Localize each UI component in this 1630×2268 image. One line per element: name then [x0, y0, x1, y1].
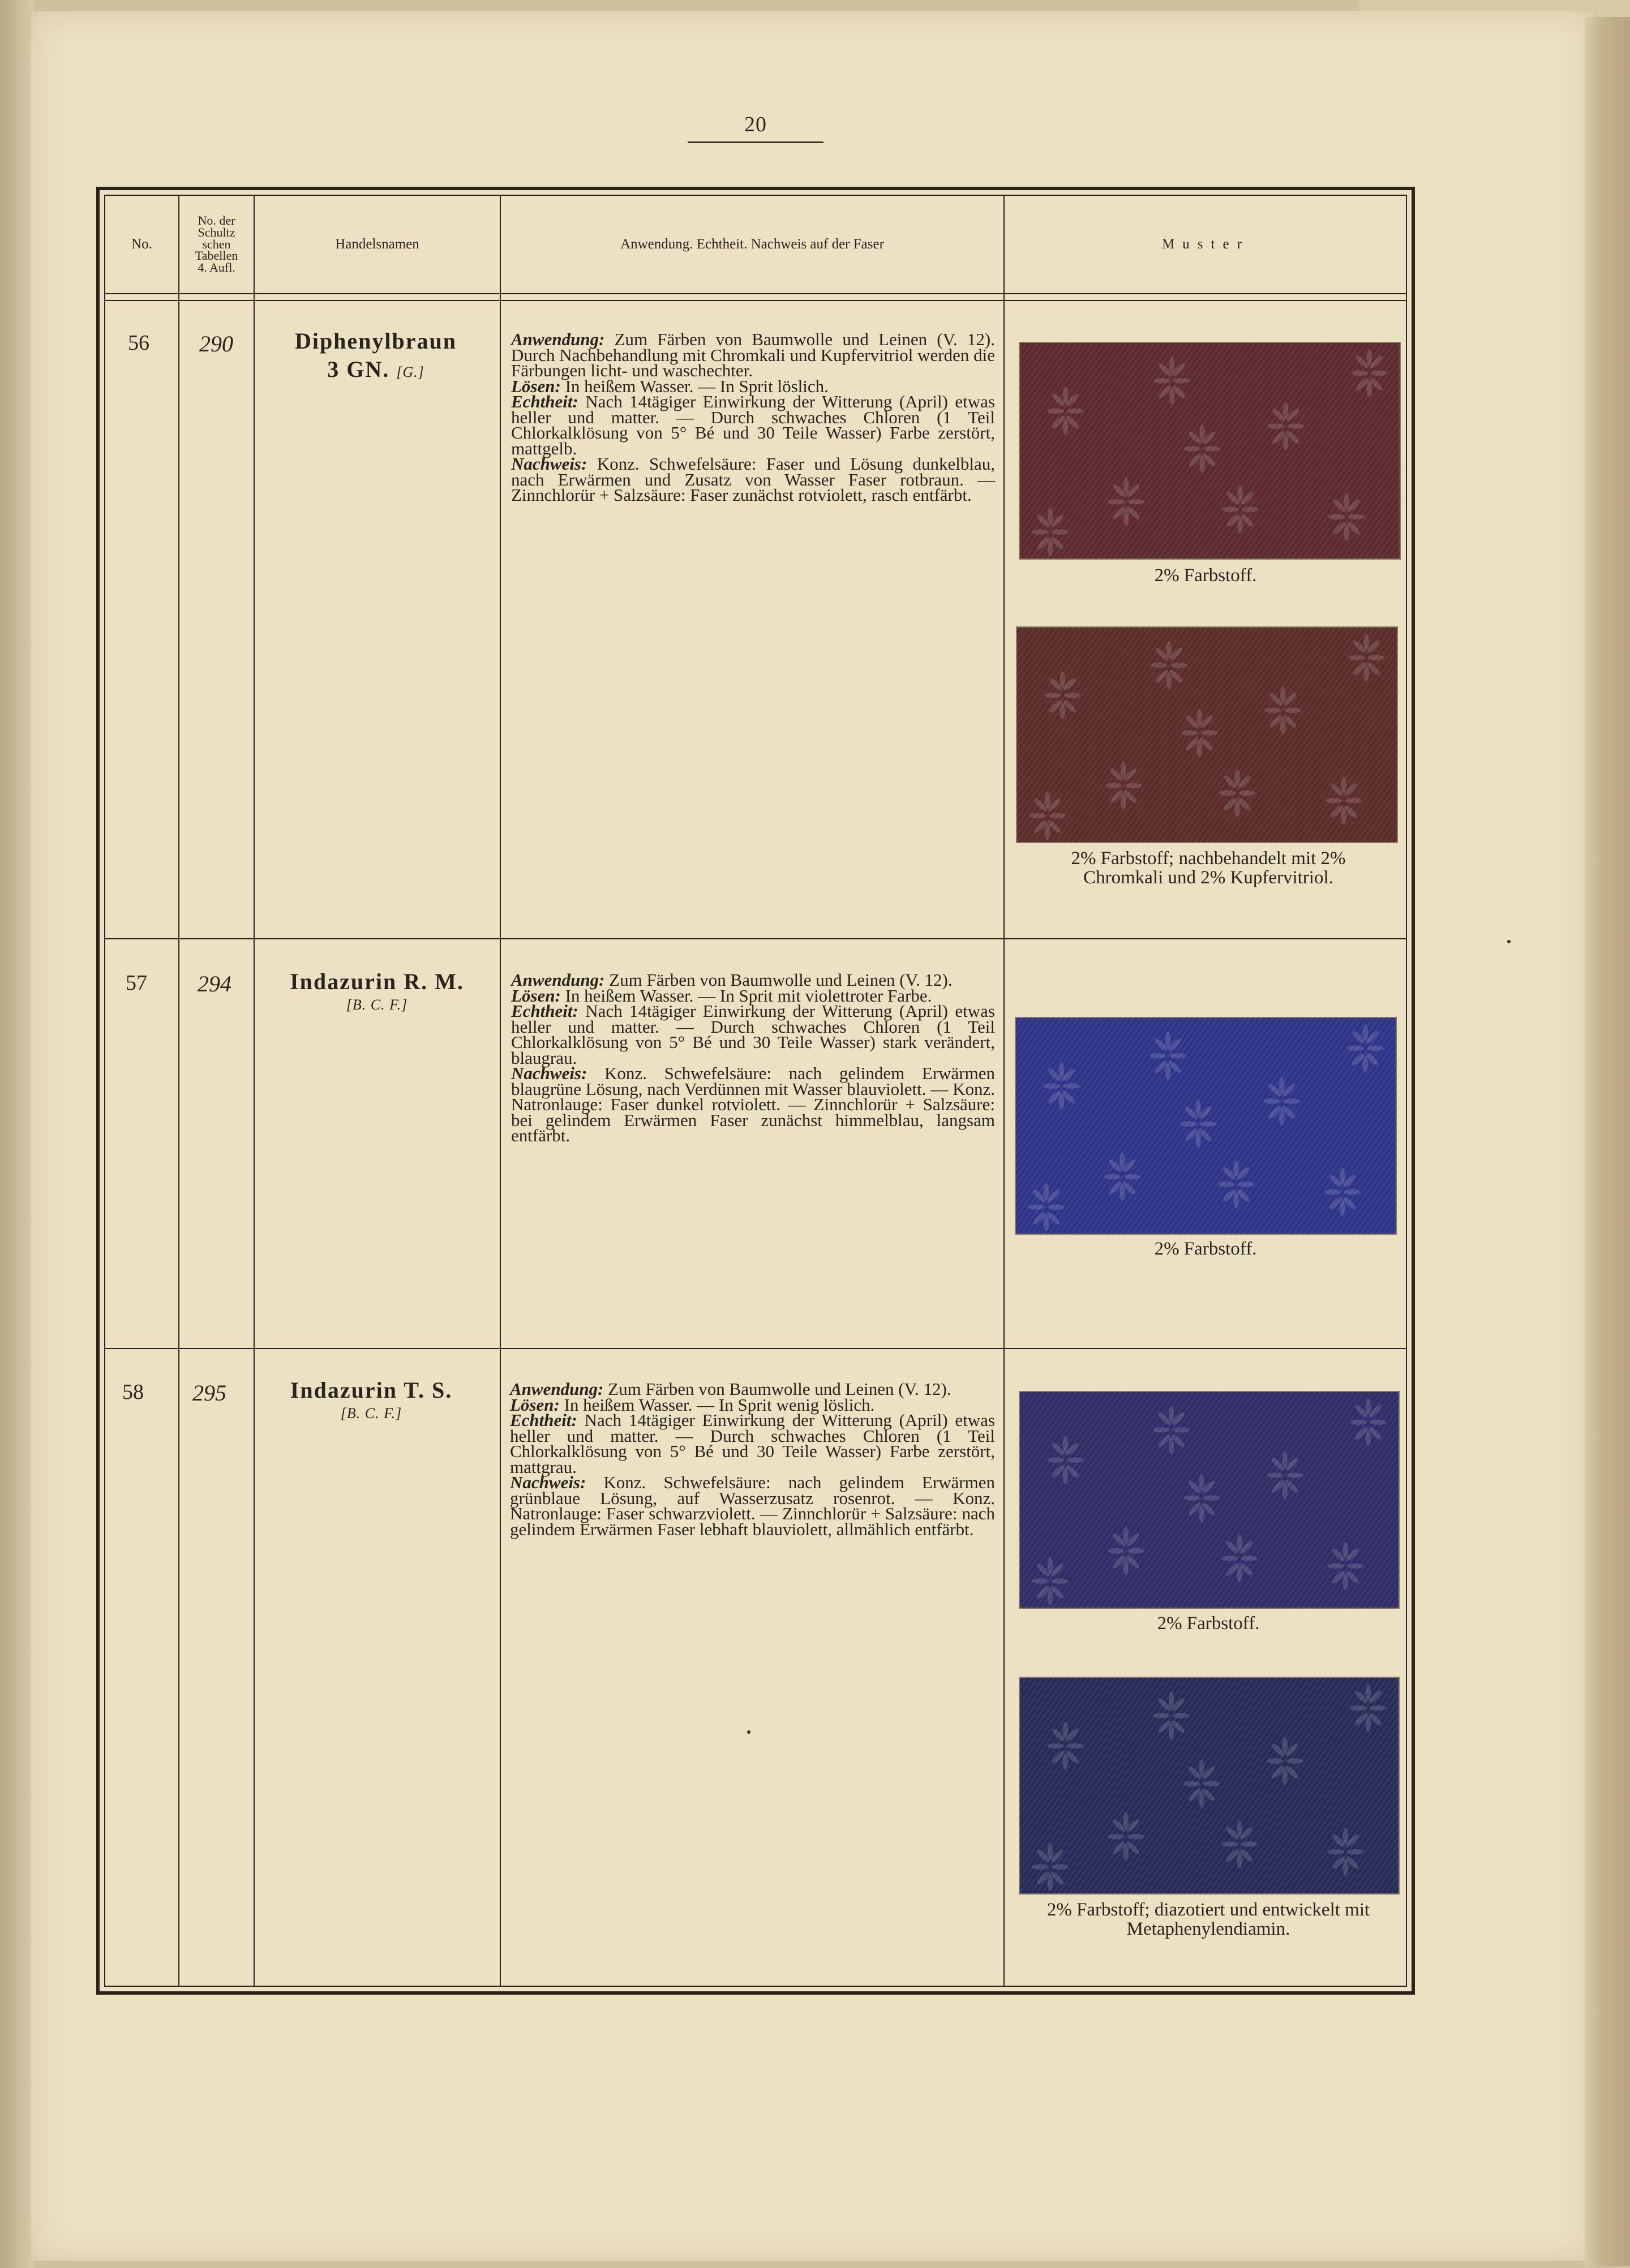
desc-paragraph [511, 1063, 995, 1145]
header-no: No. [131, 236, 152, 252]
desc-paragraph [511, 394, 995, 456]
column-rule [254, 195, 255, 1987]
sample-caption: 2% Farbstoff. [1154, 565, 1257, 586]
manufacturer: [B. C. F.] [346, 996, 408, 1013]
trade-name-line: 3 GN. [327, 356, 390, 382]
page-number: 20 [744, 113, 767, 136]
desc-paragraph [511, 329, 995, 380]
header-samples: Muster [1162, 236, 1250, 252]
trade-name [247, 1376, 496, 1423]
desc-label: Anwendung: [510, 1379, 604, 1399]
desc-label: Anwendung: [511, 970, 605, 990]
desc-text: Nach 14tägiger Einwirkung der Witterung (April) etwas heller und matter. — Durch schwaches Chloren (1 Teil Chlorkalklösung von 5° Bé und 30 Teile Wasser) stark verändert, blaugrau. [511, 1001, 995, 1068]
fabric-sample [1019, 1677, 1400, 1895]
desc-label: Nachweis: [511, 1063, 587, 1083]
desc-label: Echtheit: [511, 392, 578, 411]
header-rule [104, 300, 1407, 301]
header-rule [104, 293, 1407, 294]
desc-label: Nachweis: [511, 454, 587, 474]
desc-text: In heißem Wasser. — In Sprit mit violettroter Farbe. [560, 985, 932, 1006]
desc-label: Lösen: [511, 985, 561, 1006]
trade-name-line: Indazurin T. S. [290, 1377, 453, 1403]
desc-label: Lösen: [510, 1394, 560, 1415]
trade-name-line: Diphenylbraun [294, 328, 457, 354]
desc-text: Zum Färben von Baumwolle und Leinen (V. 12). [603, 1379, 951, 1399]
fabric-sample [1019, 1391, 1400, 1609]
description [510, 1381, 995, 1537]
description [511, 972, 995, 1144]
column-rule [1003, 195, 1005, 1987]
header-trade-names: Handelsnamen [335, 236, 419, 252]
header-schultz-line: 4. Aufl. [198, 260, 235, 275]
desc-text: Konz. Schwefelsäure: nach gelindem Erwärmen blaugrüne Lösung, nach Verdünnen mit Wasser blauviolett. — Konz. Natronlauge: Faser dunkel rotviolett. — Zinnchlorür + Salzsäure: bei gelindem Erwärmen Faser zunächst himmelblau, langsam entfärbt. [511, 1063, 995, 1145]
schultz-number: 294 [198, 971, 231, 996]
desc-label: Echtheit: [510, 1410, 577, 1430]
fabric-sample [1015, 1017, 1397, 1235]
header-schultz-line: No. der [198, 213, 235, 227]
desc-label: Lösen: [511, 376, 561, 396]
sample-caption: 2% Farbstoff. [1157, 1613, 1260, 1634]
row-rule [104, 1348, 1407, 1349]
schultz-number: 290 [199, 331, 233, 356]
desc-text: Konz. Schwefelsäure: Faser und Lösung dunkelblau, nach Erwärmen und Zusatz von Wasser Faser rotbraun. — Zinnchlorür + Salzsäure: Faser zunächst rotviolett, rasch entfärbt. [511, 454, 995, 505]
desc-text: Zum Färben von Baumwolle und Leinen (V. 12). Durch Nachbehandlung mit Chromkali und Kupfervitriol werden die Färbungen licht- und waschechter. [511, 329, 995, 380]
page-number-rule [688, 141, 823, 143]
sample-caption: 2% Farbstoff; nachbehandelt mit 2% Chromkali und 2% Kupfervitriol. [1071, 848, 1346, 888]
desc-text: In heißem Wasser. — In Sprit wenig löslich. [559, 1394, 875, 1415]
manufacturer: [G.] [396, 364, 424, 380]
desc-text: In heißem Wasser. — In Sprit löslich. [560, 376, 829, 396]
trade-name-line: Indazurin R. M. [290, 969, 464, 994]
trade-name [251, 327, 500, 384]
left-page-edge [0, 0, 34, 2268]
trade-name-line-2 [251, 355, 500, 384]
header-schultz [179, 196, 254, 293]
description [511, 329, 995, 505]
ink-dot [747, 1730, 750, 1734]
trade-name [252, 968, 501, 1015]
desc-text: Zum Färben von Baumwolle und Leinen (V. 12). [604, 970, 953, 990]
header-schultz-line: schen [202, 237, 231, 251]
desc-paragraph [511, 1003, 995, 1066]
sample-caption: 2% Farbstoff; diazotiert und entwickelt mit Metaphenylendiamin. [1046, 1900, 1370, 1939]
fabric-sample [1019, 342, 1401, 560]
sample-caption: 2% Farbstoff. [1154, 1239, 1257, 1259]
desc-paragraph [510, 1412, 995, 1475]
desc-text: Nach 14tägiger Einwirkung der Witterung (April) etwas heller und matter. — Durch schwaches Chloren (1 Teil Chlorkalklösung von 5° Bé und 30 Teile Wasser) Farbe zerstört, mattgrau. [510, 1410, 995, 1477]
entry-number: 56 [128, 331, 149, 355]
header-schultz-line: Schultz [198, 225, 235, 239]
desc-label: Nachweis: [510, 1472, 586, 1492]
fabric-sample [1016, 626, 1398, 843]
desc-text: Konz. Schwefelsäure: nach gelindem Erwärmen grünblaue Lösung, auf Wasserzusatz rosenrot. — Konz. Natronlauge: Faser schwarzviolett. — Zinnchlorür + Salzsäure: nach gelindem Erwärmen Faser lebhaft blauviolett, allmählich entfärbt. [510, 1472, 995, 1539]
header-schultz-line: Tabellen [195, 248, 238, 263]
row-rule [104, 938, 1407, 939]
right-page-edges [1585, 17, 1630, 2266]
desc-paragraph [510, 1472, 995, 1539]
desc-label: Anwendung: [511, 329, 605, 349]
ink-dot [1507, 940, 1511, 943]
schultz-number: 295 [192, 1380, 226, 1406]
desc-paragraph [511, 456, 995, 503]
header-usage: Anwendung. Echtheit. Nachweis auf der Faser [620, 236, 884, 252]
entry-number: 58 [122, 1380, 144, 1404]
column-rule [178, 195, 179, 1987]
desc-text: Nach 14tägiger Einwirkung der Witterung (April) etwas heller und matter. — Durch schwaches Chloren (1 Teil Chlorkalklösung von 5° Bé und 30 Teile Wasser) Farbe zerstört, mattgelb. [511, 392, 995, 458]
entry-number: 57 [126, 971, 147, 995]
desc-label: Echtheit: [511, 1001, 578, 1021]
manufacturer: [B. C. F.] [340, 1405, 402, 1421]
column-rule [500, 195, 501, 1987]
